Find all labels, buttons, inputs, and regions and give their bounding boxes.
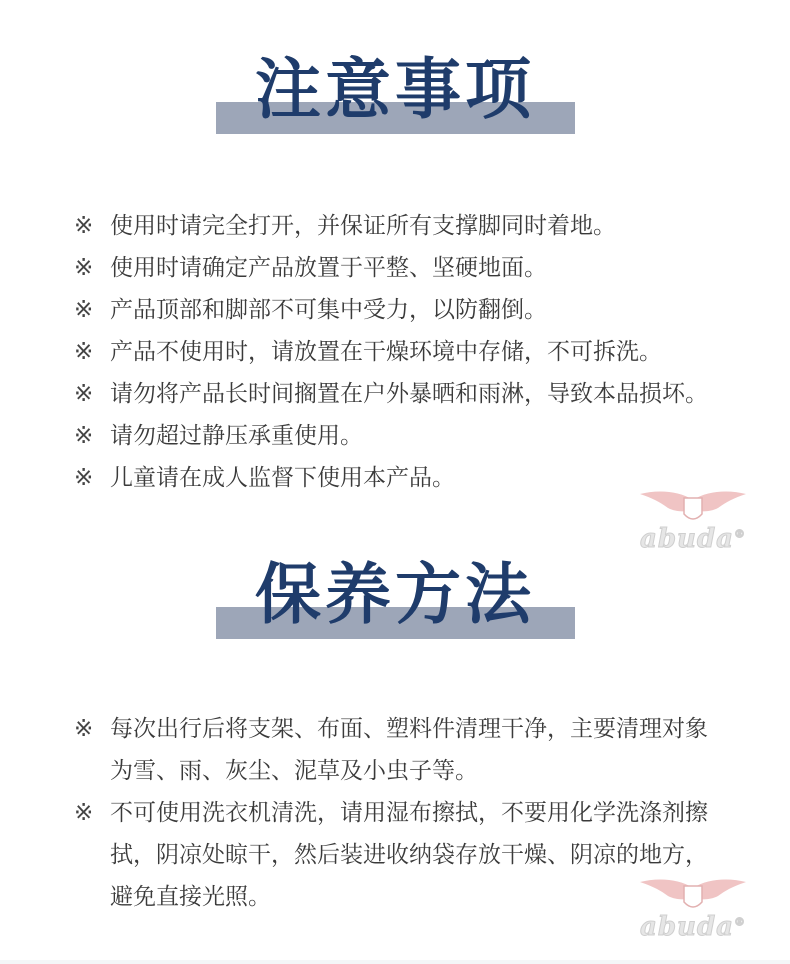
reference-mark-icon: ※ bbox=[74, 297, 94, 323]
care-header bbox=[0, 555, 790, 645]
precautions-title: 注意事项 bbox=[255, 51, 535, 128]
list-item-text: 请勿超过静压承重使用。 bbox=[110, 423, 363, 449]
reference-mark-icon: ※ bbox=[74, 465, 94, 491]
list-item-text: 产品不使用时，请放置在干燥环境中存储，不可拆洗。 bbox=[110, 339, 662, 365]
list-item bbox=[74, 373, 750, 415]
list-item bbox=[74, 415, 750, 457]
list-item bbox=[74, 331, 750, 373]
reference-mark-icon: ※ bbox=[74, 213, 94, 239]
list-item bbox=[74, 792, 730, 918]
care-title: 保养方法 bbox=[255, 556, 535, 633]
list-item-text: 儿童请在成人监督下使用本产品。 bbox=[110, 465, 455, 491]
reference-mark-icon: ※ bbox=[74, 339, 94, 365]
reference-mark-icon: ※ bbox=[74, 423, 94, 449]
care-list bbox=[74, 708, 730, 918]
brand-name: abuda® bbox=[640, 912, 746, 942]
reference-mark-icon: ※ bbox=[74, 255, 94, 281]
reference-mark-icon: ※ bbox=[74, 716, 94, 742]
list-item-text: 请勿将产品长时间搁置在户外暴晒和雨淋，导致本品损坏。 bbox=[110, 381, 708, 407]
reference-mark-icon: ※ bbox=[74, 381, 94, 407]
list-item-text: 使用时请完全打开，并保证所有支撑脚同时着地。 bbox=[110, 213, 616, 239]
wings-logo-icon bbox=[638, 876, 748, 916]
list-item bbox=[74, 289, 750, 331]
precautions-list bbox=[74, 205, 750, 499]
brand-name: abuda® bbox=[640, 524, 746, 554]
brand-watermark bbox=[638, 876, 748, 946]
list-item bbox=[74, 708, 730, 792]
brand-watermark bbox=[638, 488, 748, 558]
list-item-text: 使用时请确定产品放置于平整、坚硬地面。 bbox=[110, 255, 547, 281]
list-item-text: 每次出行后将支架、布面、塑料件清理干净，主要清理对象为雪、雨、灰尘、泥草及小虫子等。 bbox=[110, 716, 708, 784]
list-item-text: 不可使用洗衣机清洗，请用湿布擦拭，不要用化学洗涤剂擦拭，阴凉处晾干，然后装进收纳袋存放干燥、阴凉的地方，避免直接光照。 bbox=[110, 800, 708, 910]
reference-mark-icon: ※ bbox=[74, 800, 94, 826]
list-item bbox=[74, 205, 750, 247]
bottom-divider bbox=[0, 960, 790, 964]
precautions-header bbox=[0, 50, 790, 140]
wings-logo-icon bbox=[638, 488, 748, 528]
list-item-text: 产品顶部和脚部不可集中受力，以防翻倒。 bbox=[110, 297, 547, 323]
list-item bbox=[74, 247, 750, 289]
